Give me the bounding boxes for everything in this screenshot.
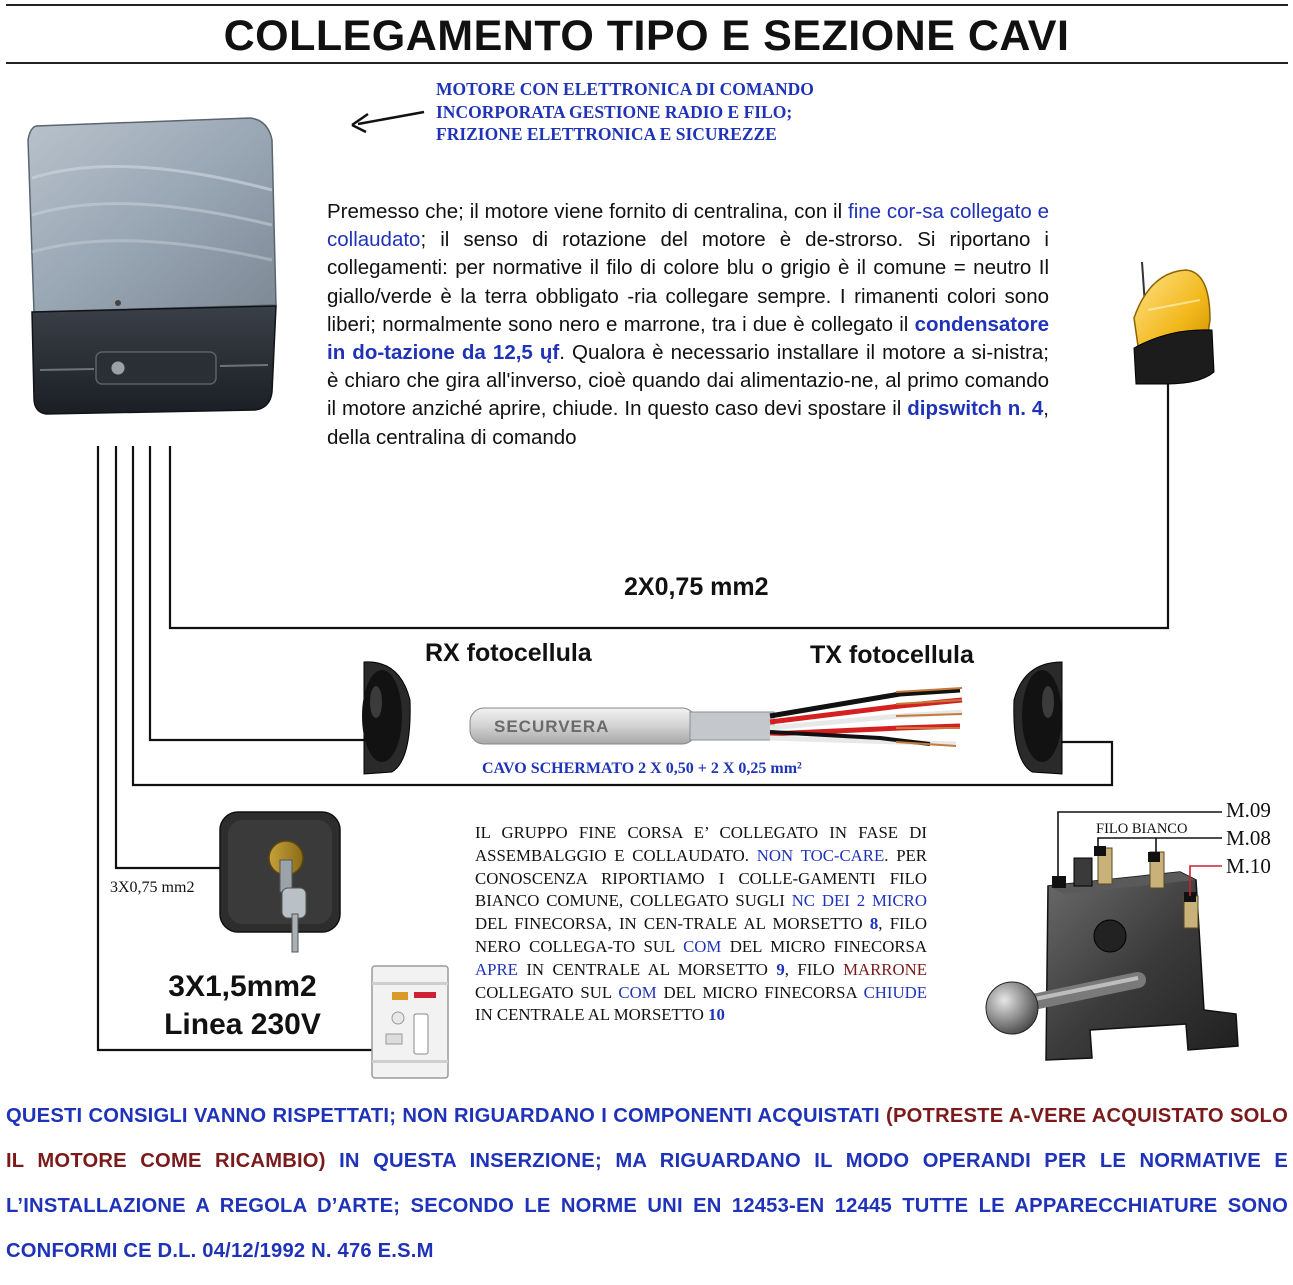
terminal-8: 8 — [869, 914, 879, 934]
limit-text: DEL MICRO FINECORSA — [656, 982, 864, 1002]
intro-text-1: Premesso che; il motore viene fornito di centralina, con il — [327, 200, 849, 223]
arrow-to-motor — [352, 112, 424, 132]
key-cable-label: 3X0,75 mm2 — [110, 879, 195, 896]
intro-capacitor-text: condensatore in do-tazione da 12,5 ųf — [327, 312, 1049, 365]
shielded-cable-label: CAVO SCHERMATO 2 X 0,50 + 2 X 0,25 mm² — [482, 760, 802, 777]
rx-photocell-label: RX fotocellula — [425, 639, 592, 667]
footer-text-1: QUESTI CONSIGLI VANNO RISPETTATI; NON RIGUARDANO I COMPONENTI ACQUISTATI — [6, 1105, 887, 1127]
intro-limit-switch-text: fine cor-sa collegato e collaudato — [327, 200, 1050, 252]
limit-switch-note — [475, 822, 927, 1027]
limit-com-text: COM — [683, 936, 722, 956]
limit-switch-image — [986, 812, 1238, 1060]
tx-photocell-image — [1014, 662, 1062, 774]
intro-text-4: , della centralina di comando — [327, 397, 1049, 449]
mains-voltage: Linea 230V — [164, 1008, 321, 1041]
cable-brand-text: SECURVERA — [494, 717, 610, 736]
limit-marrone-text: MARRONE — [843, 959, 927, 979]
terminal-label-m10: M.10 — [1226, 854, 1271, 878]
motor-note-line-2: INCORPORATA GESTIONE RADIO E FILO; — [436, 101, 793, 122]
lamp-cable-label: 2X0,75 mm2 — [624, 573, 769, 601]
intro-dipswitch-text: dipswitch n. 4 — [907, 397, 1044, 421]
page-title: COLLEGAMENTO TIPO E SEZIONE CAVI — [223, 12, 1070, 60]
limit-text: DEL FINECORSA, IN CEN-TRALE AL MORSETTO — [475, 914, 870, 934]
limit-text: COLLEGATO SUL — [475, 982, 619, 1002]
limit-text: , FILO NERO COLLEGA-TO SUL — [475, 914, 927, 956]
limit-text: IN CENTRALE AL MORSETTO — [517, 959, 777, 979]
wire-rx — [150, 446, 368, 740]
terminal-10: 10 — [708, 1005, 725, 1025]
motor-note-line-3: FRIZIONE ELETTRONICA E SICUREZZE — [436, 124, 777, 144]
terminal-label-m08: M.08 — [1226, 826, 1271, 850]
intro-text-3: . Qualora è necessario installare il motore a si-nistra; è chiaro che gira all'inverso, cioè quando dai alimentazio-ne, al primo comando il motore anziché aprire, chiude. In questo caso devi spostare il — [327, 341, 1049, 421]
key-switch-image — [220, 812, 340, 952]
tx-photocell-label: TX fotocellula — [810, 641, 974, 669]
terminal-label-m09: M.09 — [1226, 798, 1271, 822]
rx-photocell-image — [362, 662, 410, 774]
breaker-image — [372, 966, 448, 1078]
limit-nc-text: NC DEI 2 MICRO — [791, 891, 927, 911]
limit-text: IN CENTRALE AL MORSETTO — [475, 1005, 709, 1025]
limit-text: . PER CONOSCENZA RIPORTIAMO I COLLE-GAMENTI FILO BIANCO COMUNE, COLLEGATO SUGLI — [475, 845, 927, 911]
limit-chiude-text: CHIUDE — [863, 982, 927, 1002]
intro-text-2: ; il senso di rotazione del motore è de-strorso. Si riportano i collegamenti: per normative il filo di colore blu o grigio è il comune = neutro Il giallo/verde è la terra obbligato -ria collegare sempre. I rimanenti colori sono liberi; normalmente sono nero e marrone, tra i due è collegato il — [327, 228, 1049, 336]
wire-mains — [98, 446, 372, 1050]
motor-note-line-1: MOTORE CON ELETTRONICA DI COMANDO — [436, 79, 814, 99]
limit-text: , FILO — [784, 959, 844, 979]
limit-text: IL GRUPPO FINE CORSA E’ COLLEGATO IN FASE DI ASSEMBALGGIO E COLLAUDATO. — [475, 823, 927, 865]
limit-warning: NON TOC-CARE — [756, 845, 885, 865]
motor-image — [28, 118, 276, 414]
intro-paragraph — [327, 198, 1049, 452]
footer-text-maroon: (POTRESTE A-VERE ACQUISTATO SOLO IL MOTORE COME RICAMBIO) — [6, 1105, 1288, 1172]
mains-line-label — [140, 968, 345, 1044]
white-wire-label: FILO BIANCO — [1096, 821, 1188, 837]
limit-apre-text: APRE — [475, 959, 518, 979]
terminal-9: 9 — [776, 959, 785, 979]
warning-lamp-image — [1134, 262, 1214, 384]
footer-text-2: IN QUESTA INSERZIONE; MA RIGUARDANO IL MODO OPERANDI PER LE NORMATIVE E L’INSTALLAZIONE A REGOLA D’ARTE; SECONDO LE NORME UNI EN 12453-EN 12445 TUTTE LE APPARECCHIATURE SONO CONFORMI CE D.L. 04/12/1992 N. 476 E.S.M — [6, 1150, 1288, 1262]
mains-section: 3X1,5mm2 — [168, 970, 317, 1003]
limit-text: DEL MICRO FINECORSA — [721, 936, 927, 956]
footer-notice — [6, 1094, 1288, 1274]
shielded-cable-image — [470, 688, 962, 746]
limit-com-text: COM — [618, 982, 657, 1002]
